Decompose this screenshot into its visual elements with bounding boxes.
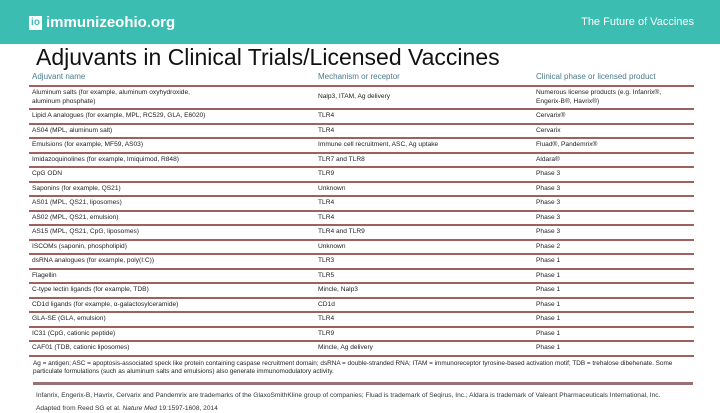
table-row: [29, 182, 694, 197]
trademarks-note: Infanrix, Engerix-B, Havrix, Cervarix and Pandemrix are trademarks of the GlaxoSmithKline group of companies; Fluad is trademark of Seqirus, Inc.; Aldara is trademark of Valeant Pharmaceuticals International, Inc.: [36, 391, 661, 399]
page-title: Adjuvants in Clinical Trials/Licensed Vaccines: [36, 44, 500, 70]
adjuvant-name-cell: CD1d ligands (for example, α-galactosylceramide): [29, 298, 315, 313]
main-content: [0, 44, 720, 413]
table-row: [29, 298, 694, 313]
adjuvant-name-cell: ISCOMs (saponin, phospholipid): [29, 240, 315, 255]
table-row: [29, 109, 694, 124]
mechanism-cell: Mincle, Ag delivery: [315, 341, 533, 356]
phase-cell: Aldara®: [533, 153, 694, 168]
phase-cell: Numerous license products (e.g. Infanrix®, Engerix-B®, Havrix®): [533, 86, 694, 109]
tagline: The Future of Vaccines: [581, 16, 694, 28]
column-header: Clinical phase or licensed product: [533, 70, 694, 86]
phase-cell: Cervarix: [533, 124, 694, 139]
mechanism-cell: Unknown: [315, 240, 533, 255]
phase-cell: Phase 3: [533, 225, 694, 240]
mechanism-cell: Mincle, Nalp3: [315, 283, 533, 298]
logo-mark-icon: io: [29, 16, 42, 30]
adjuvant-name-cell: AS15 (MPL, QS21, CpG, liposomes): [29, 225, 315, 240]
adjuvants-table: [29, 70, 694, 357]
phase-cell: Phase 3: [533, 196, 694, 211]
phase-cell: Phase 1: [533, 327, 694, 342]
mechanism-cell: TLR4 and TLR9: [315, 225, 533, 240]
mechanism-cell: TLR4: [315, 124, 533, 139]
mechanism-cell: TLR4: [315, 211, 533, 226]
phase-cell: Phase 3: [533, 167, 694, 182]
table-row: [29, 312, 694, 327]
adjuvant-name-cell: AS04 (MPL, aluminum salt): [29, 124, 315, 139]
table-row: [29, 211, 694, 226]
phase-cell: Phase 2: [533, 240, 694, 255]
adjuvant-name-cell: Aluminum salts (for example, aluminum oxyhydroxide, aluminum phosphate): [29, 86, 315, 109]
table-row: [29, 225, 694, 240]
mechanism-cell: Immune cell recruitment, ASC, Ag uptake: [315, 138, 533, 153]
adjuvant-name-cell: GLA-SE (GLA, emulsion): [29, 312, 315, 327]
source-suffix: 19:1597-1608, 2014: [158, 404, 218, 412]
phase-cell: Cervarix®: [533, 109, 694, 124]
adjuvant-name-cell: Saponins (for example, QS21): [29, 182, 315, 197]
source-prefix: Adapted from Reed SG et al.: [36, 404, 121, 412]
mechanism-cell: TLR5: [315, 269, 533, 284]
column-header: Adjuvant name: [29, 70, 315, 86]
site-name: immunizeohio.org: [46, 14, 176, 31]
mechanism-cell: Unknown: [315, 182, 533, 197]
adjuvant-name-cell: dsRNA analogues (for example, poly(I:C)): [29, 254, 315, 269]
adjuvant-name-cell: Lipid A analogues (for example, MPL, RC529, GLA, E6020): [29, 109, 315, 124]
table-row: [29, 269, 694, 284]
mechanism-cell: TLR3: [315, 254, 533, 269]
table-row: [29, 86, 694, 109]
adjuvant-name-cell: AS02 (MPL, QS21, emulsion): [29, 211, 315, 226]
adjuvant-name-cell: IC31 (CpG, cationic peptide): [29, 327, 315, 342]
header-bar: [0, 0, 720, 44]
table-row: [29, 196, 694, 211]
adjuvant-name-cell: Imidazoquinolines (for example, Imiquimod, R848): [29, 153, 315, 168]
source-citation: [36, 404, 694, 413]
table-row: [29, 124, 694, 139]
table-row: [29, 153, 694, 168]
phase-cell: Phase 1: [533, 254, 694, 269]
column-header: Mechanism or receptor: [315, 70, 533, 86]
mechanism-cell: TLR4: [315, 109, 533, 124]
mechanism-cell: TLR7 and TLR8: [315, 153, 533, 168]
abbreviations-footnote: Ag = antigen; ASC = apoptosis-associated speck like protein containing caspase recruitment domain; dsRNA = double-stranded RNA; ITAM = immunoreceptor tyrosine-based activation motif; TDB = trehalose dibehenate. Some particulate formulations (such as aluminum salts and emulsions) also generate immunomodulatory activity.: [33, 360, 693, 385]
adjuvant-name-cell: C-type lectin ligands (for example, TDB): [29, 283, 315, 298]
site-logo[interactable]: [29, 14, 175, 31]
phase-cell: Phase 1: [533, 312, 694, 327]
mechanism-cell: TLR4: [315, 196, 533, 211]
adjuvant-name-cell: CAF01 (TDB, cationic liposomes): [29, 341, 315, 356]
table-row: [29, 167, 694, 182]
mechanism-cell: TLR9: [315, 327, 533, 342]
phase-cell: Phase 1: [533, 341, 694, 356]
phase-cell: Phase 3: [533, 182, 694, 197]
phase-cell: Phase 3: [533, 211, 694, 226]
phase-cell: Phase 1: [533, 298, 694, 313]
source-journal: Nature Med: [122, 404, 157, 412]
phase-cell: Fluad®, Pandemrix®: [533, 138, 694, 153]
phase-cell: Phase 1: [533, 269, 694, 284]
table-row: [29, 254, 694, 269]
table-row: [29, 138, 694, 153]
table-row: [29, 240, 694, 255]
adjuvant-name-cell: Emulsions (for example, MF59, AS03): [29, 138, 315, 153]
table-row: [29, 283, 694, 298]
adjuvant-name-cell: Flagellin: [29, 269, 315, 284]
adjuvant-name-cell: CpG ODN: [29, 167, 315, 182]
mechanism-cell: CD1d: [315, 298, 533, 313]
phase-cell: Phase 1: [533, 283, 694, 298]
mechanism-cell: Nalp3, ITAM, Ag delivery: [315, 86, 533, 109]
table-row: [29, 341, 694, 356]
mechanism-cell: TLR9: [315, 167, 533, 182]
mechanism-cell: TLR4: [315, 312, 533, 327]
adjuvant-name-cell: AS01 (MPL, QS21, liposomes): [29, 196, 315, 211]
table-row: [29, 327, 694, 342]
